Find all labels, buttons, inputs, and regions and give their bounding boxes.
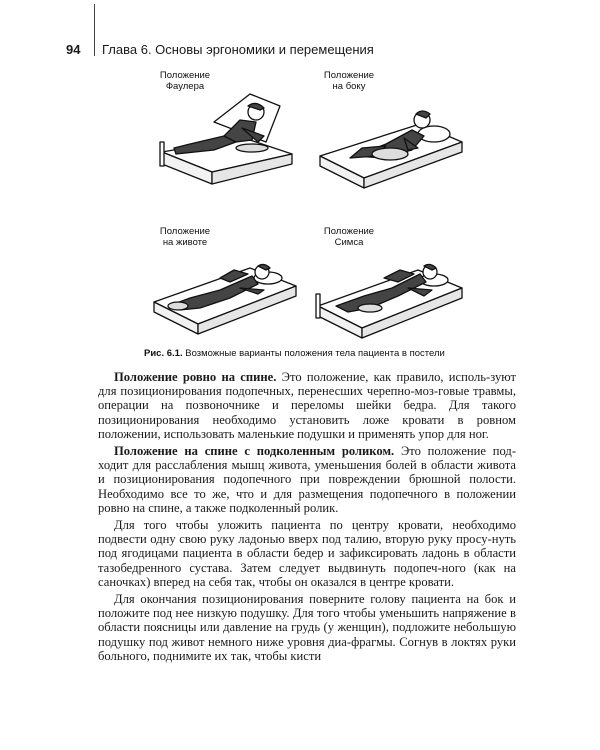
illustration-stomach [150,248,300,338]
label-sims: Положение Симса [323,226,375,248]
illustration-fowler [154,92,304,192]
figure-caption [144,348,464,359]
page-header [66,40,526,64]
paragraph-3: Для того чтобы уложить пациента по центру кровати, необходимо подвести одну свою руку ладонью вверх под талию, вторую руку просу-нуть под ягодицами пациента в области бедер и зафиксировать ладонь в области тазобедренного сустава. Затем следует выдвинуть подопеч-ного (как на саночках) вперед на себя так, чтобы он оказался в центре кровати. [98,518,516,589]
p2-title: Положение на спине с подколенным роликом. [114,444,395,459]
paragraph-4: Для окончания позиционирования поверните голову пациента на бок и положите под нее низкую подушку. Для того чтобы уменьшить напряжение в области поясницы или давление на грудь (у женщин), подложите небольшую подушку под живот немного ниже уровня диа-фрагмы. Согнув в локтях руки больного, поднимите их так, чтобы кисти [98,592,516,663]
illustration-sims [314,250,466,342]
p1-text: Это положение, как правило, исполь-зуют для позиционирования подопечных, перенесших черепно-моз-говые травмы, операции на позвоночнике и переломы шейки бедра. Для такого позиционирования необходимо установить ложе кровати в ровном положении, использовать маленькие подушки и применять упор для ног. [98,370,516,441]
p1-title: Положение ровно на спине. [114,370,277,384]
caption-number: Рис. 6.1. [144,348,183,359]
caption-text: Возможные варианты положения тела пациента в постели [185,348,445,359]
p2-text: Это положение под-ходит для расслабления мышц живота, уменьшения болей в области живота и позиционирования подопечного при повреждении брюшной полости. Необходимо все то же, что и для размещения подопечного в положении ровно на спине, а также подколенный ролик. [98,444,517,515]
illustration-side [316,96,466,196]
label-side: Положение на боку [323,70,375,92]
label-stomach: Положение на животе [159,226,211,248]
label-fowler: Положение Фаулера [159,70,211,92]
figure-bed-positions [140,66,480,356]
paragraph-2 [98,444,516,515]
page-number: 94 [66,42,81,57]
paragraph-1 [98,370,516,441]
chapter-title: Глава 6. Основы эргономики и перемещения [102,42,374,57]
header-divider [94,4,95,56]
body-text [98,370,516,666]
